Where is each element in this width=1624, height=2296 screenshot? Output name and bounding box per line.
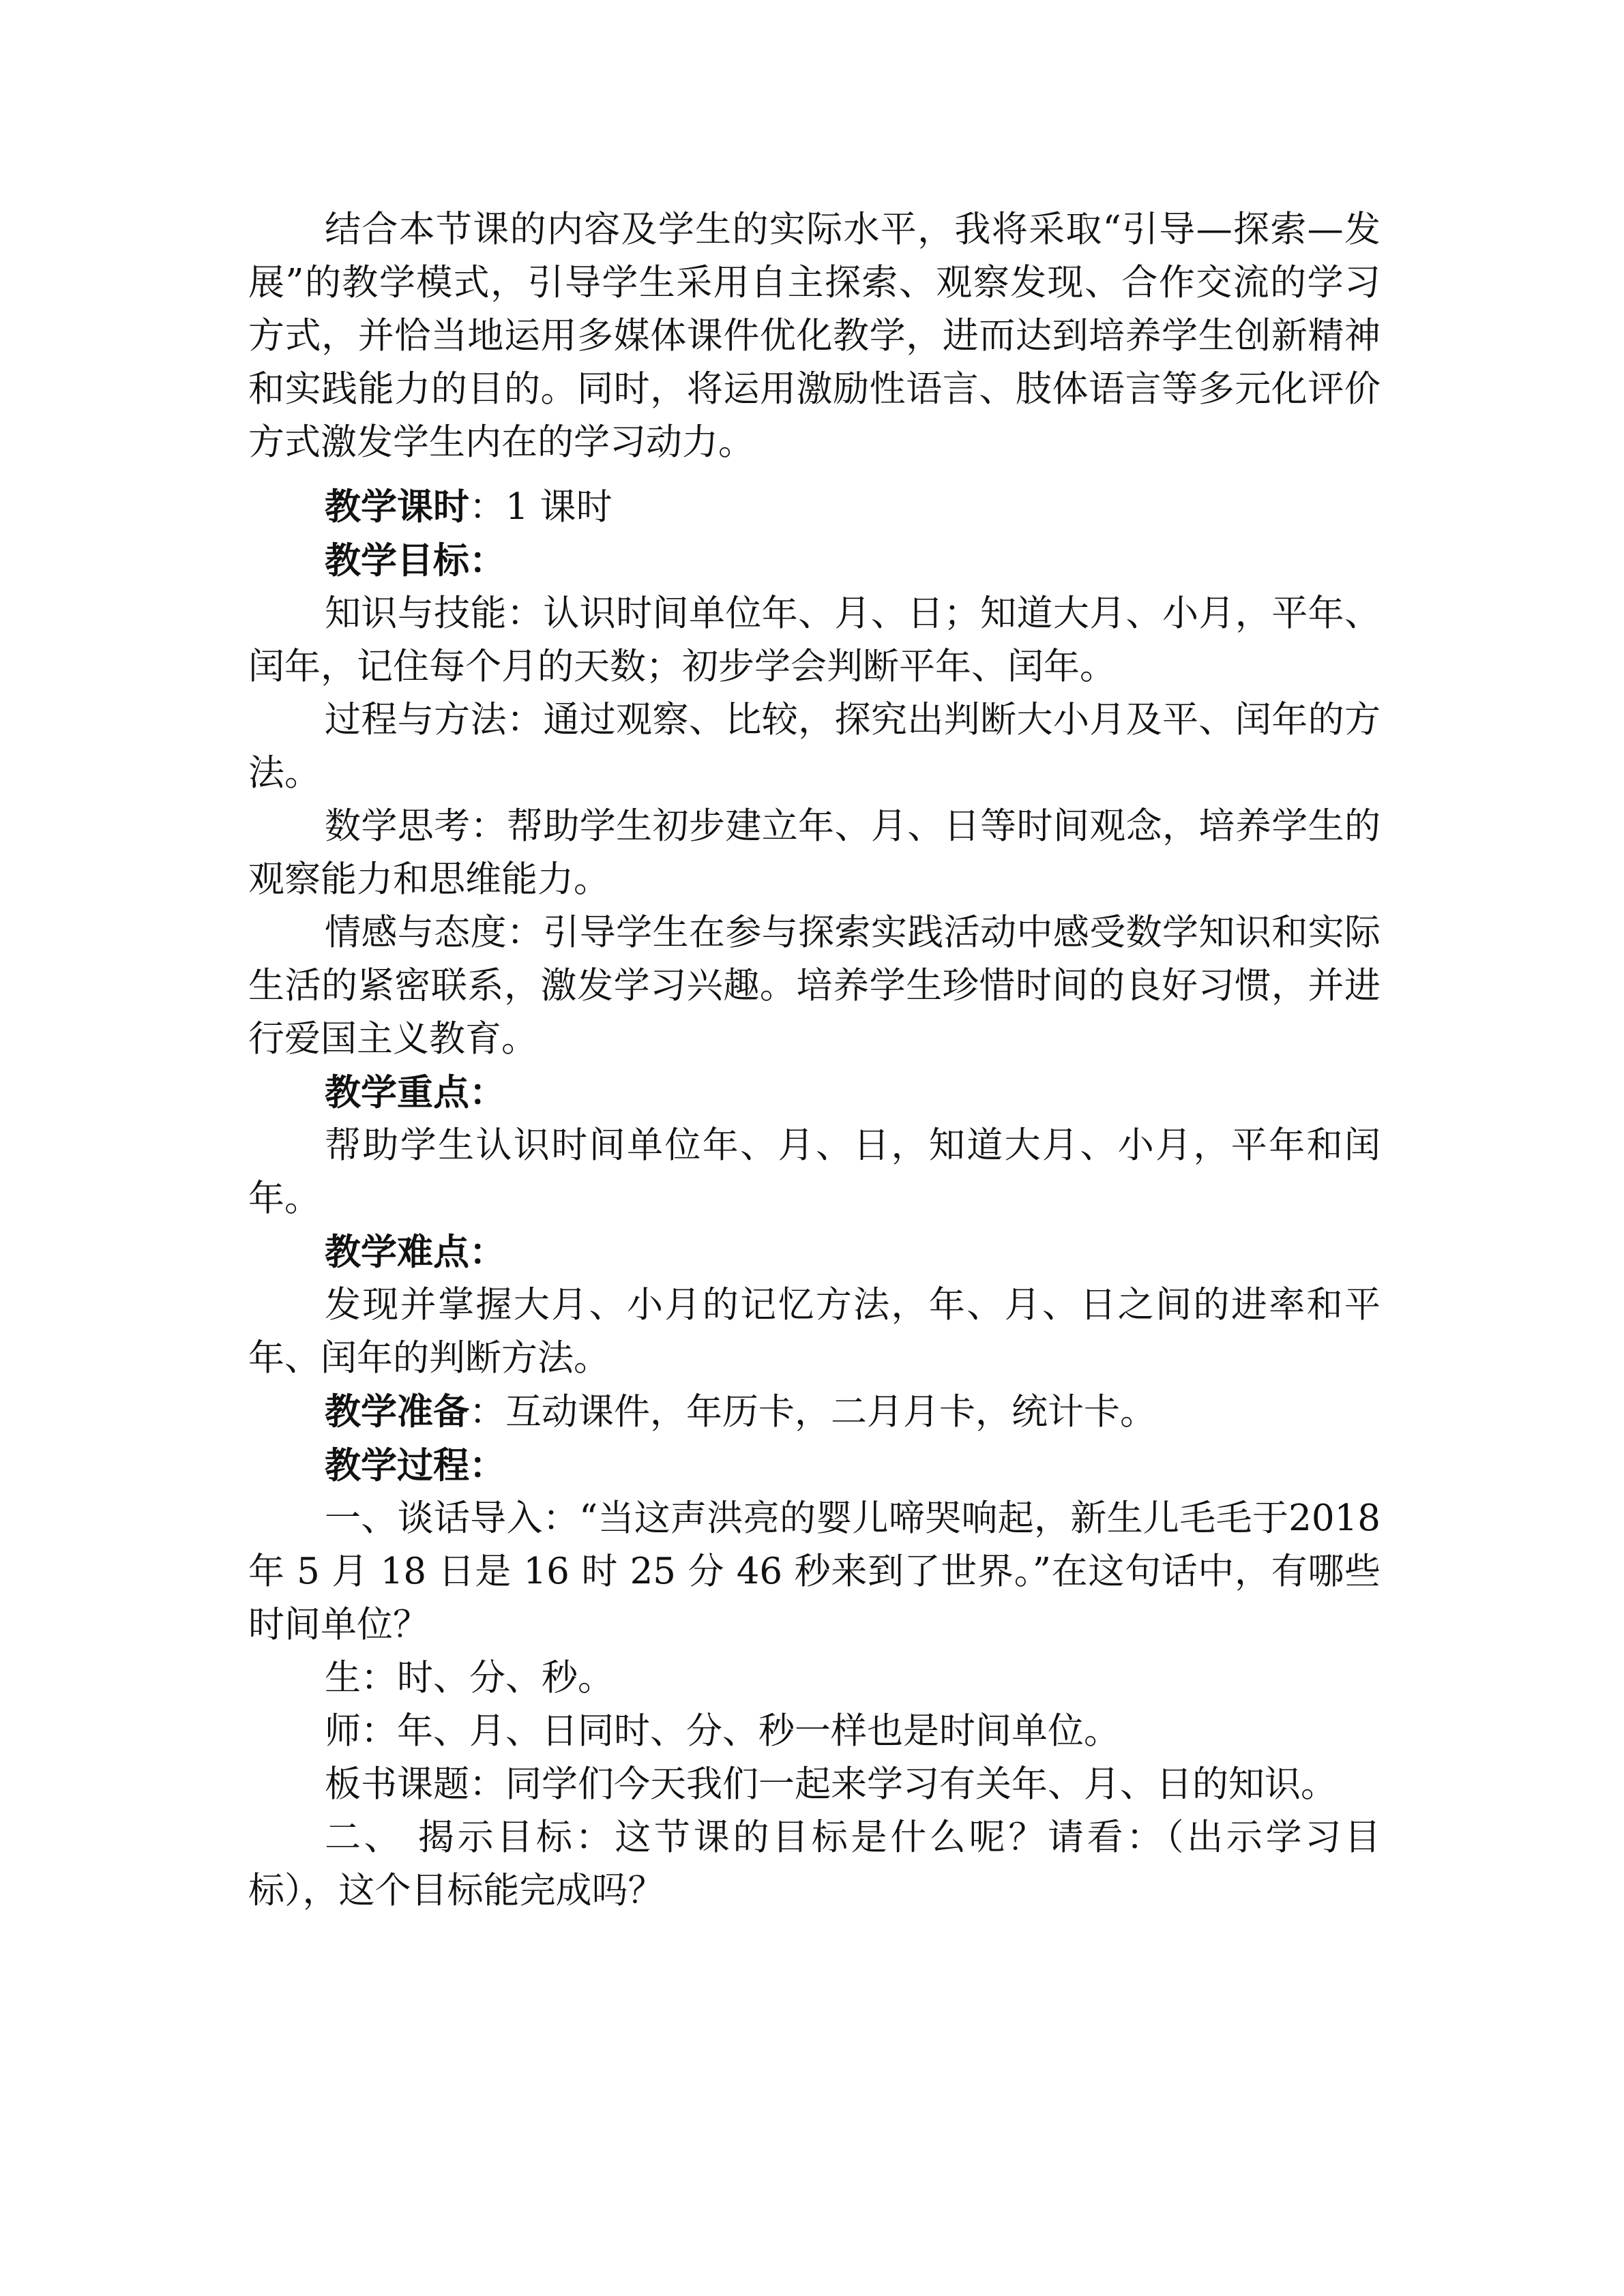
- goal-process: 过程与方法：通过观察、比较，探究出判断大小月及平、闰年的方法。: [248, 699, 1381, 794]
- goal-emotion: 情感与态度：引导学生在参与探索实践活动中感受数学知识和实际生活的紧密联系，激发学习兴趣。培养学生珍惜时间的良好习惯，并进行爱国主义教育。: [248, 912, 1381, 1060]
- key-heading: 教学重点：: [325, 1071, 505, 1114]
- preparation-label: 教学准备: [325, 1390, 469, 1433]
- lesson-time-line: [248, 480, 1381, 534]
- process-student-answer: 生：时、分、秒。: [325, 1657, 614, 1699]
- process-intro: 一、谈话导入：“当这声洪亮的婴儿啼哭响起，新生儿毛毛于2018 年 5 月 18 日是 16 时 25 分 46 秒来到了世界。”在这句话中，有哪些时间单位？: [248, 1497, 1381, 1645]
- document-page: [248, 203, 1381, 1918]
- intro-paragraph: 结合本节课的内容及学生的实际水平，我将采取“引导—探索—发展”的教学模式，引导学生采用自主探索、观察发现、合作交流的学习方式，并恰当地运用多媒体课件优化教学，进而达到培养学生创新精神和实践能力的目的。同时，将运用激励性语言、肢体语言等多元化评价方式激发学生内在的学习动力。: [248, 209, 1381, 463]
- goal-knowledge: 知识与技能：认识时间单位年、月、日；知道大月、小月，平年、闰年，记住每个月的天数；初步学会判断平年、闰年。: [248, 593, 1381, 687]
- process-board-title: 板书课题：同学们今天我们一起来学习有关年、月、日的知识。: [325, 1763, 1337, 1805]
- difficult-points: 发现并掌握大月、小月的记忆方法，年、月、日之间的进率和平年、闰年的判断方法。: [248, 1284, 1381, 1379]
- key-points: 帮助学生认识时间单位年、月、日，知道大月、小月，平年和闰年。: [248, 1124, 1381, 1219]
- preparation-value: 互动课件，年历卡，二月月卡，统计卡。: [505, 1391, 1156, 1433]
- process-teacher-remark: 师：年、月、日同时、分、秒一样也是时间单位。: [325, 1710, 1120, 1752]
- lesson-time-value: 1 课时: [505, 486, 612, 528]
- preparation-sep: ：: [469, 1391, 505, 1433]
- goal-thinking: 数学思考：帮助学生初步建立年、月、日等时间观念，培养学生的观察能力和思维能力。: [248, 805, 1381, 900]
- preparation-line: [248, 1385, 1381, 1439]
- lesson-time-label: 教学课时: [325, 486, 469, 528]
- goals-heading: 教学目标：: [325, 539, 505, 582]
- lesson-time-sep: ：: [469, 486, 505, 528]
- process-reveal-goals: 二、 揭示目标：这节课的目标是什么呢？请看：（出示学习目标），这个目标能完成吗？: [248, 1817, 1381, 1911]
- difficult-heading: 教学难点：: [325, 1231, 505, 1273]
- process-heading: 教学过程：: [325, 1444, 505, 1487]
